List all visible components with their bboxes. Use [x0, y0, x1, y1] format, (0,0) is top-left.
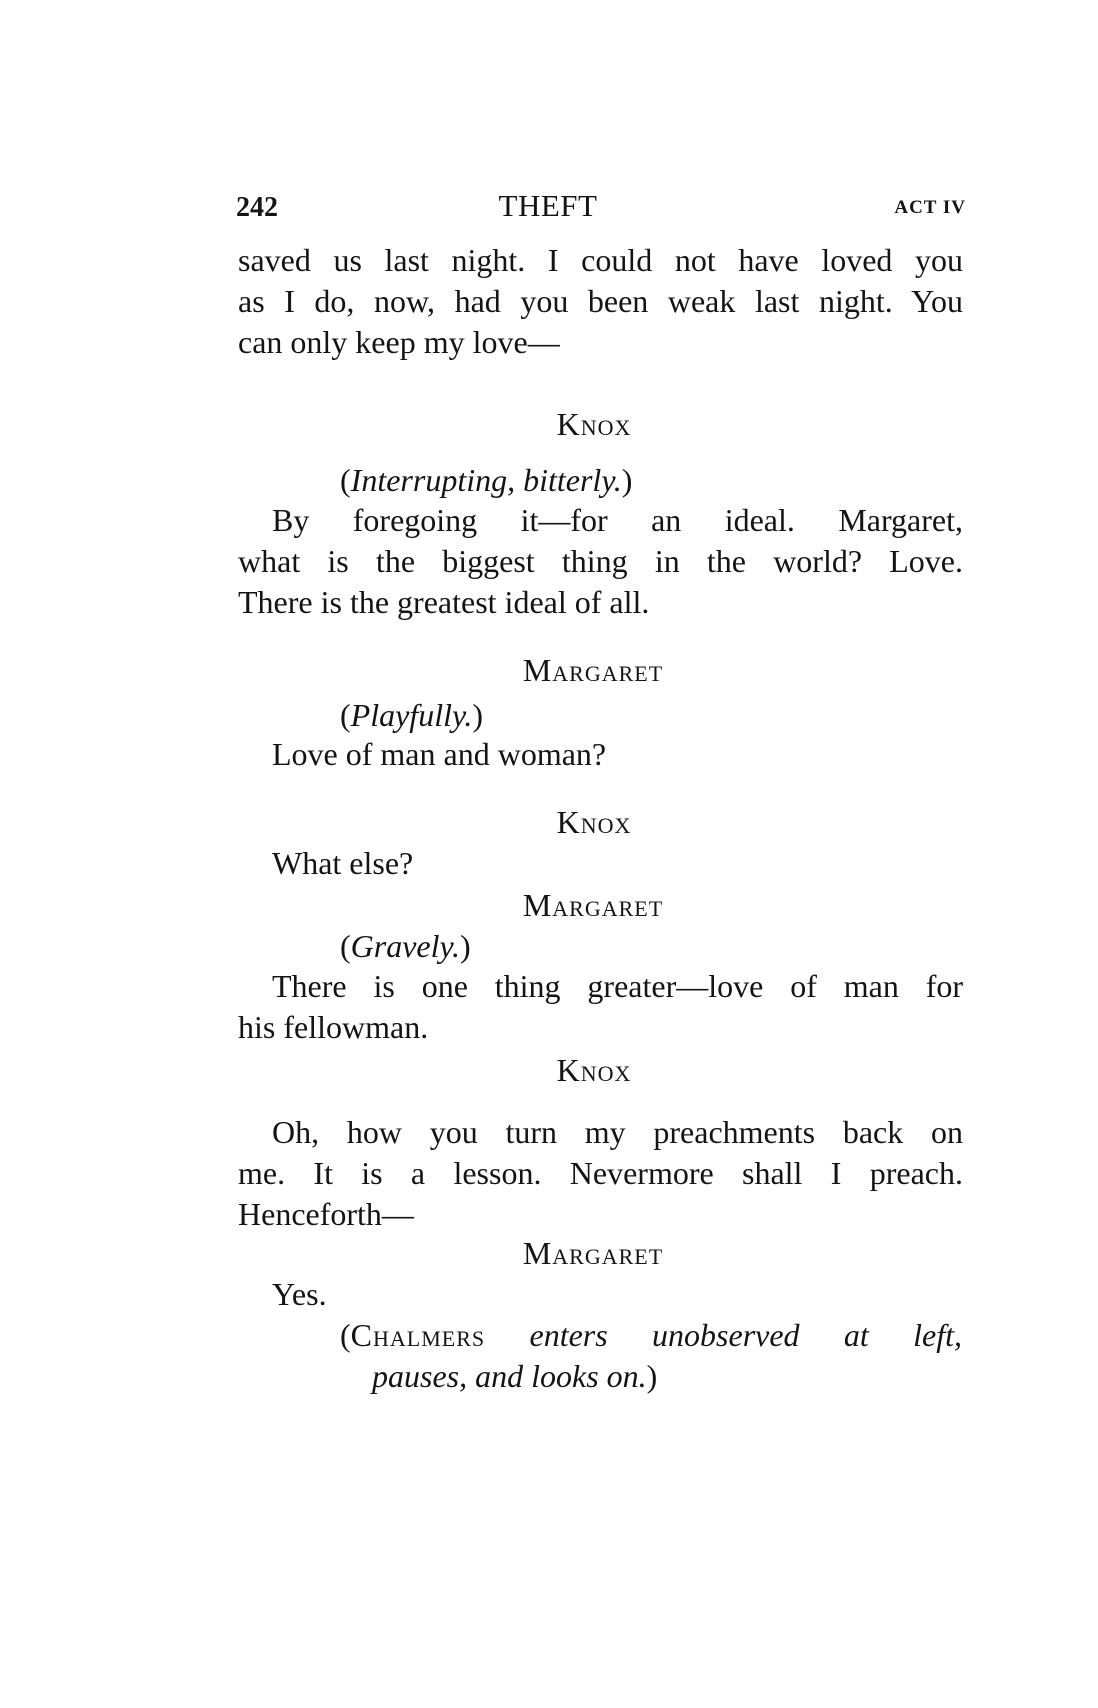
- text-line: can only keep my love—: [238, 324, 560, 360]
- text-line: There is one thing greater—love of man for: [272, 968, 963, 1004]
- direction-text: Gravely.: [350, 928, 460, 964]
- stage-direction: (Gravely.): [340, 928, 471, 964]
- character-name: Chalmers: [350, 1317, 486, 1353]
- stage-direction-text: enters unobserved at left,: [529, 1317, 963, 1353]
- speaker-name: Knox: [556, 406, 632, 442]
- stage-direction-line: (Chalmers enters unobserved at left,: [340, 1317, 963, 1353]
- text-line: what is the biggest thing in the world? Love.: [238, 543, 963, 579]
- speaker-name: Margaret: [522, 887, 664, 923]
- text-line: By foregoing it—for an ideal. Margaret,: [272, 502, 963, 538]
- speaker-name: Margaret: [522, 1235, 664, 1271]
- text-line: There is the greatest ideal of all.: [238, 584, 650, 620]
- speech-text: Love of man and woman?: [272, 736, 607, 772]
- speech-text: [238, 1112, 963, 1235]
- text-line: Oh, how you turn my preachments back on: [272, 1114, 963, 1150]
- text-line: as I do, now, had you been weak last night. You: [238, 283, 963, 319]
- stage-direction-text: pauses, and looks on.: [372, 1358, 647, 1394]
- act-label: ACT IV: [894, 197, 966, 218]
- speech-text: Yes.: [272, 1276, 327, 1312]
- page-number: 242: [236, 192, 278, 223]
- speaker-name: Knox: [556, 1052, 632, 1088]
- stage-direction: (Playfully.): [340, 697, 484, 733]
- stage-direction-line: pauses, and looks on.): [372, 1358, 658, 1394]
- stage-direction: (Interrupting, bitterly.): [340, 462, 633, 498]
- speech-text: What else?: [272, 845, 414, 881]
- text-line: his fellowman.: [238, 1009, 429, 1045]
- direction-text: Interrupting, bitterly.: [350, 462, 622, 498]
- speech-text: [238, 500, 963, 623]
- text-line: me. It is a lesson. Nevermore shall I preach.: [238, 1155, 963, 1191]
- text-line: Henceforth—: [238, 1196, 414, 1232]
- text-line: saved us last night. I could not have loved you: [238, 242, 963, 278]
- speaker-name: Knox: [556, 804, 632, 840]
- closing-stage-direction: [340, 1315, 962, 1397]
- speaker-name: Margaret: [522, 652, 664, 688]
- direction-text: Playfully.: [350, 697, 473, 733]
- opening-paragraph: [238, 240, 963, 363]
- speech-text: [238, 966, 963, 1048]
- running-title: THEFT: [498, 188, 598, 223]
